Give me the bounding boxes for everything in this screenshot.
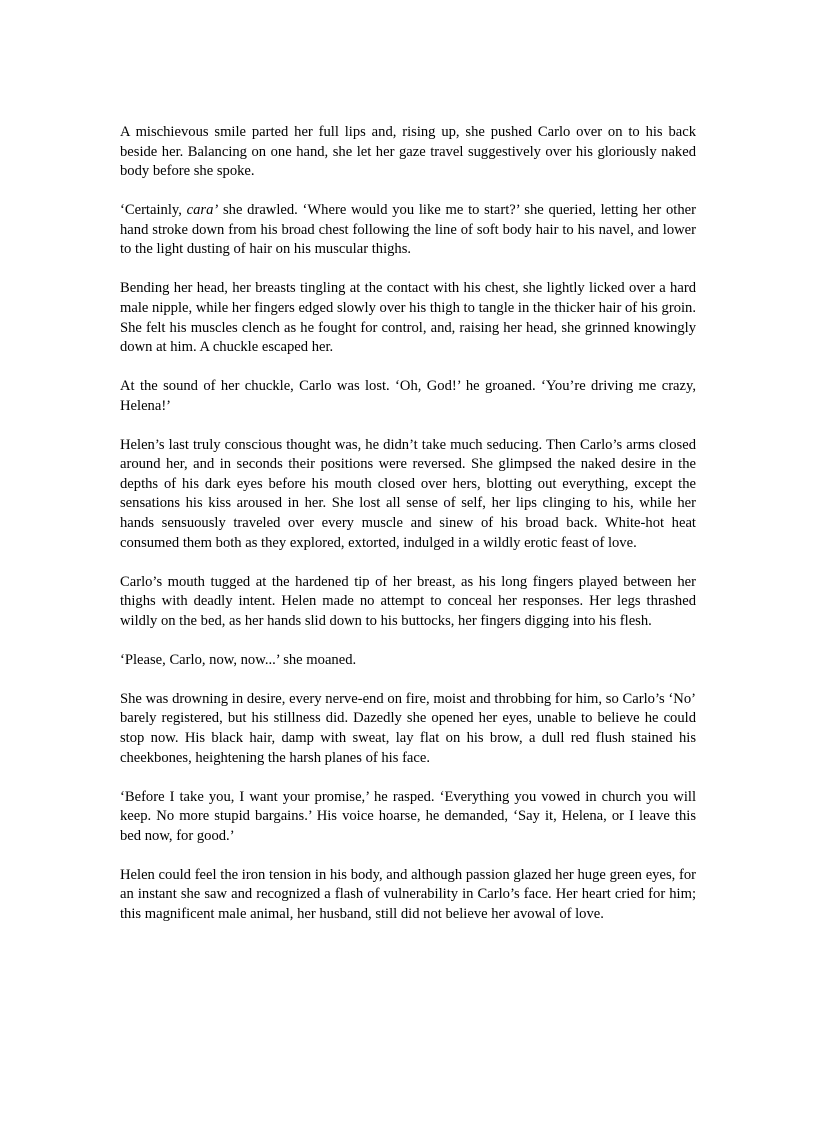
paragraph: At the sound of her chuckle, Carlo was lost. ‘Oh, God!’ he groaned. ‘You’re driving me crazy, Helena!’ bbox=[120, 378, 696, 414]
paragraph: She was drowning in desire, every nerve-end on fire, moist and throbbing for him, so Carlo’s ‘No’ barely registered, but his stillness did. Dazedly she opened her eyes, unable to believe he could stop now. His black hair, damp with sweat, lay flat on his brow, a dull red flush stained his cheekbones, heightening the harsh planes of his face. bbox=[120, 690, 696, 766]
paragraph: ‘Please, Carlo, now, now...’ she moaned. bbox=[120, 651, 357, 668]
paragraph: Helen could feel the iron tension in his body, and although passion glazed her huge green eyes, for an instant she saw and recognized a flash of vulnerability in Carlo’s face. Her heart cried for him; this magnificent male animal, her husband, still did not believe her avowal of love. bbox=[120, 866, 696, 922]
paragraph: A mischievous smile parted her full lips and, rising up, she pushed Carlo over on to his back beside her. Balancing on one hand, she let her gaze travel suggestively over his gloriously naked body before she spoke. bbox=[120, 124, 696, 180]
paragraph-text: ‘Certainly, bbox=[120, 202, 187, 219]
paragraph-text: she drawled. ‘Where would you like me to start?’ she queried, letting her other hand stroke down from his broad chest following the line of soft body hair to his navel, and lower to the light dusting of hair on his muscular thighs. bbox=[120, 202, 696, 258]
paragraph: ‘Before I take you, I want your promise,’ he rasped. ‘Everything you vowed in church you will keep. No more stupid bargains.’ His voice hoarse, he demanded, ‘Say it, Helena, or I leave this bed now, for good.’ bbox=[120, 788, 696, 844]
paragraph bbox=[120, 201, 696, 260]
italic-word: cara’ bbox=[186, 202, 219, 219]
paragraph: Helen’s last truly conscious thought was, he didn’t take much seducing. Then Carlo’s arms closed around her, and in seconds their positions were reversed. She glimpsed the naked desire in the depths of his dark eyes before his mouth closed over hers, blotting out everything, except the sensations his kiss aroused in her. She lost all sense of self, her lips clinging to his, while her hands sensuously traveled over every muscle and sinew of his broad back. White-hot heat consumed them both as they explored, extorted, indulged in a wildly erotic feast of love. bbox=[120, 436, 696, 551]
body-text bbox=[120, 123, 696, 944]
paragraph: Bending her head, her breasts tingling at the contact with his chest, she lightly licked over a hard male nipple, while her fingers edged slowly over his thigh to tangle in the thicker hair of his groin. She felt his muscles clench as he fought for control, and, raising her head, she grinned knowingly down at him. A chuckle escaped her. bbox=[120, 280, 696, 356]
paragraph: Carlo’s mouth tugged at the hardened tip of her breast, as his long fingers played between her thighs with deadly intent. Helen made no attempt to conceal her responses. Her legs thrashed wildly on the bed, as her hands slid down to his buttocks, her fingers digging into his flesh. bbox=[120, 573, 696, 629]
